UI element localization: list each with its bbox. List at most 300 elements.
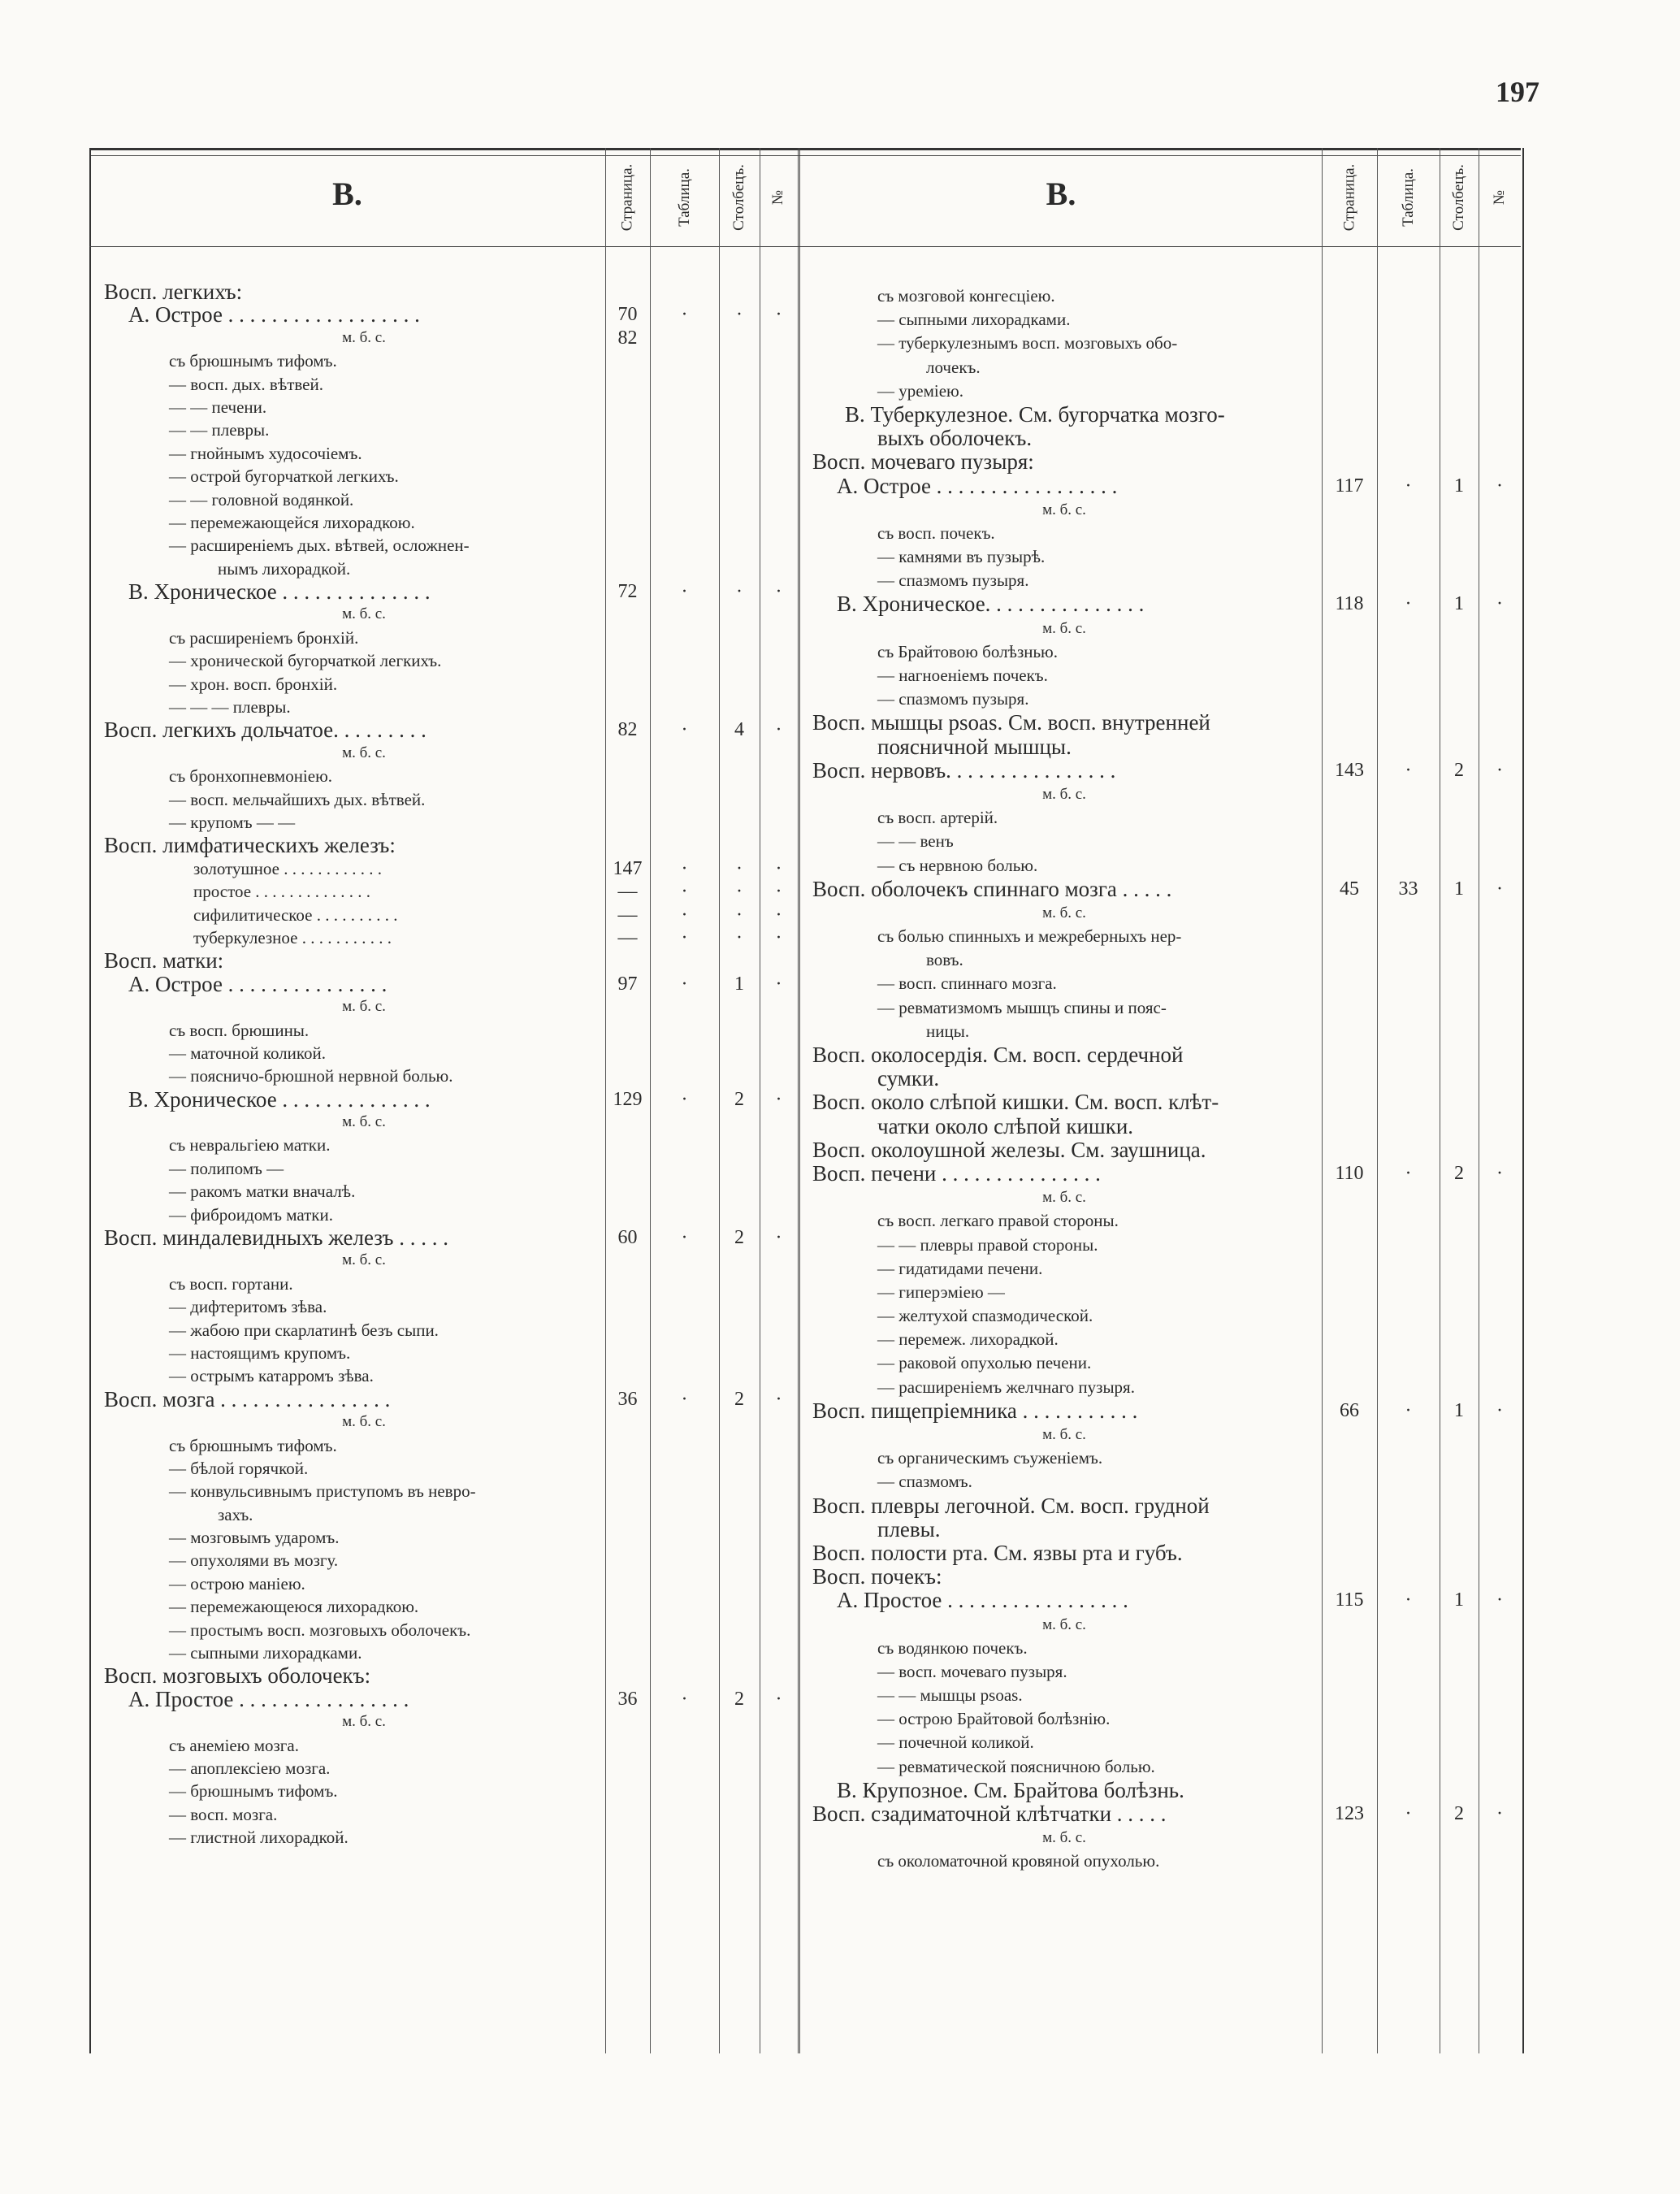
index-entry <box>104 1503 916 1526</box>
entry-text: золотушное . . . . . . . . . . . . <box>193 858 382 878</box>
entry-text: Восп. сзадиматочной клѣтчатки . . . . . <box>812 1802 1167 1826</box>
entry-text: — нагноеніемъ почекъ. <box>877 666 1048 685</box>
number-ref: · <box>775 881 782 903</box>
column-ref: 2 <box>1454 1162 1464 1184</box>
entry-text: — восп. мельчайшихъ дых. вѣтвей. <box>169 789 426 809</box>
index-entry <box>812 854 1521 878</box>
index-entry <box>104 1157 916 1180</box>
header-page: Страница. <box>618 163 636 232</box>
column-ref: 1 <box>1454 1589 1464 1611</box>
entry-text: ницы. <box>926 1021 970 1041</box>
page-ref: — <box>617 881 638 903</box>
entry-text: — — печени. <box>169 397 267 417</box>
index-entry <box>812 1138 1521 1162</box>
index-entry <box>812 806 1521 830</box>
right-index-column <box>812 284 1521 1874</box>
column-ref: 1 <box>1454 593 1464 615</box>
entry-text: — ревматической поясничною болью. <box>877 1756 1155 1776</box>
entry-text: захъ. <box>218 1504 253 1524</box>
page-ref: 97 <box>617 973 638 995</box>
entry-text: сумки. <box>877 1066 940 1091</box>
index-entry <box>812 427 1521 450</box>
entry-text: Восп. легкихъ: <box>104 280 243 304</box>
entry-text: нымъ лихорадкой. <box>218 558 351 579</box>
entry-text: — мозговымъ ударомъ. <box>169 1528 340 1548</box>
entry-text: съ брюшнымъ тифомъ. <box>169 1435 337 1455</box>
page-ref: 129 <box>613 1088 643 1110</box>
index-entry <box>104 1434 916 1457</box>
number-ref: · <box>1496 475 1503 496</box>
index-entry <box>104 1342 916 1364</box>
index-entry <box>104 580 916 603</box>
index-entry <box>104 303 916 326</box>
index-entry <box>812 1755 1521 1779</box>
page-ref: 72 <box>617 581 638 603</box>
index-entry <box>812 379 1521 403</box>
entry-text: съ анеміею мозга. <box>169 1735 299 1755</box>
column-ref: · <box>736 581 743 603</box>
entry-text: выхъ оболочекъ. <box>877 426 1033 451</box>
page-ref: — <box>617 926 638 948</box>
header-number: № <box>769 189 787 206</box>
entry-text: — — мышцы psoas. <box>877 1685 1023 1706</box>
abbrev-line <box>104 1411 916 1433</box>
index-entry <box>812 878 1521 901</box>
abbrev-line <box>812 901 1521 925</box>
index-entry <box>812 1115 1521 1138</box>
entry-text: Восп. околоушной железы. См. заушница. <box>812 1137 1206 1162</box>
entry-text: — перемежающейся лихорадкою. <box>169 512 415 532</box>
index-entry <box>104 1203 916 1226</box>
index-entry <box>104 1826 916 1849</box>
entry-text: Восп. почекъ: <box>812 1564 942 1589</box>
entry-text: — — плевры. <box>169 420 270 440</box>
index-entry <box>812 592 1521 616</box>
index-entry <box>104 1480 916 1502</box>
entry-text: А. Острое . . . . . . . . . . . . . . . <box>128 971 388 996</box>
entry-text: съ восп. легкаго правой стороны. <box>877 1211 1119 1231</box>
index-entry <box>104 1664 916 1687</box>
entry-text: — восп. мочеваго пузыря. <box>877 1661 1067 1681</box>
number-ref: · <box>1496 1589 1503 1611</box>
entry-text: м. б. с. <box>1042 1829 1086 1847</box>
index-entry <box>104 834 916 856</box>
entry-text: — туберкулезнымъ восп. мозговыхъ обо- <box>877 333 1178 353</box>
header-number: № <box>1490 189 1508 206</box>
table-ref: · <box>681 857 688 879</box>
abbrev-line <box>812 1423 1521 1446</box>
index-entry <box>104 1780 916 1802</box>
index-entry <box>812 1376 1521 1399</box>
entry-text: м. б. с. <box>1042 619 1086 637</box>
index-entry <box>104 511 916 534</box>
page-ref: 70 <box>617 304 638 326</box>
entry-text: — съ нервною болью. <box>877 855 1038 875</box>
number-ref: · <box>775 1388 782 1410</box>
abbrev-line <box>812 617 1521 640</box>
entry-text: м. б. с. <box>1042 1189 1086 1207</box>
abbrev-line <box>812 1826 1521 1849</box>
entry-text: м. б. с. <box>342 998 386 1016</box>
number-ref: · <box>775 1227 782 1249</box>
entry-text: B. Хроническое . . . . . . . . . . . . . . <box>128 579 431 605</box>
page-number: 197 <box>1496 76 1539 108</box>
index-entry <box>812 1565 1521 1589</box>
entry-text: — перемежающеюся лихорадкою. <box>169 1597 419 1617</box>
index-entry <box>812 1162 1521 1186</box>
table-ref: · <box>1405 759 1412 781</box>
index-entry <box>812 1518 1521 1541</box>
entry-text: — желтухой спазмодической. <box>877 1306 1093 1326</box>
entry-text: Восп. мышцы psoas. См. восп. внутренней <box>812 710 1210 735</box>
index-entry <box>104 442 916 465</box>
entry-text: съ восп. брюшины. <box>169 1020 310 1040</box>
page-ref: 60 <box>617 1227 638 1249</box>
entry-text: B. Хроническое . . . . . . . . . . . . . . <box>128 1086 431 1112</box>
index-entry <box>104 1619 916 1641</box>
index-entry <box>812 569 1521 592</box>
abbrev-line <box>104 327 916 349</box>
entry-text: В. Крупозное. См. Брайтова болѣзнь. <box>837 1777 1184 1802</box>
index-entry <box>104 649 916 672</box>
entry-text: А. Острое . . . . . . . . . . . . . . . . . . <box>128 302 420 327</box>
column-ref: · <box>736 904 743 926</box>
table-ref: · <box>681 581 688 603</box>
entry-text: — раковой опухолью печени. <box>877 1353 1092 1373</box>
column-ref: 4 <box>734 719 744 741</box>
right-header-letter: B. <box>1046 176 1076 212</box>
entry-text: — — — плевры. <box>169 697 291 718</box>
index-entry <box>104 373 916 396</box>
index-entry <box>104 280 916 303</box>
index-entry <box>812 1731 1521 1754</box>
entry-text: — восп. спиннаго мозга. <box>877 973 1057 994</box>
index-entry <box>104 557 916 580</box>
entry-text: — апоплексіею мозга. <box>169 1758 331 1778</box>
entry-text: вовъ. <box>926 950 963 970</box>
entry-text: съ восп. гортани. <box>169 1273 293 1294</box>
page-ref: 66 <box>1340 1399 1359 1421</box>
entry-text: — восп. дых. вѣтвей. <box>169 374 323 394</box>
entry-text: — гнойнымъ худосочіемъ. <box>169 443 362 463</box>
entry-text: м. б. с. <box>342 1713 386 1731</box>
entry-text: съ мозговой конгесціею. <box>877 286 1055 306</box>
entry-text: В. Туберкулезное. См. бугорчатка мозго- <box>845 401 1225 427</box>
index-entry <box>104 349 916 372</box>
column-ref: 2 <box>1454 759 1464 781</box>
entry-text: — спазмомъ. <box>877 1472 972 1492</box>
page-ref: 45 <box>1340 878 1359 900</box>
entry-text: — дифтеритомъ зѣва. <box>169 1297 327 1317</box>
entry-text: Восп. легкихъ дольчатое. . . . . . . . . <box>104 718 426 743</box>
index-entry <box>812 1328 1521 1351</box>
entry-text: м. б. с. <box>342 605 386 623</box>
entry-text: — брюшнымъ тифомъ. <box>169 1781 338 1802</box>
index-entry <box>812 1351 1521 1375</box>
entry-text: — конвульсивнымъ приступомъ въ невро- <box>169 1481 476 1502</box>
index-entry <box>812 308 1521 332</box>
page-ref: 82 <box>617 719 638 741</box>
left-header-letter: B. <box>332 176 362 212</box>
table-ref: · <box>681 719 688 741</box>
abbrev-line <box>104 1111 916 1134</box>
index-entry <box>812 284 1521 308</box>
entry-text: — — венъ <box>877 831 954 852</box>
entry-text: А. Простое . . . . . . . . . . . . . . . . <box>128 1686 409 1711</box>
entry-text: — острою маніею. <box>169 1573 305 1593</box>
index-entry <box>812 711 1521 735</box>
column-ref: 2 <box>734 1227 744 1249</box>
table-ref: · <box>1405 475 1412 496</box>
page-ref: 123 <box>1335 1803 1364 1824</box>
page-ref: 36 <box>617 1688 638 1710</box>
index-entry <box>104 1273 916 1295</box>
page-ref: 143 <box>1335 759 1364 781</box>
abbrev-line <box>812 498 1521 522</box>
entry-text: — расширеніемъ дых. вѣтвей, осложнен- <box>169 535 470 556</box>
index-entry <box>812 687 1521 711</box>
index-entry <box>812 1494 1521 1518</box>
entry-text: м. б. с. <box>342 1413 386 1431</box>
entry-text: Восп. мозга . . . . . . . . . . . . . . . . <box>104 1386 391 1411</box>
number-ref: · <box>1496 759 1503 781</box>
table-ref: · <box>1405 1162 1412 1184</box>
index-entry <box>812 830 1521 853</box>
number-ref: · <box>1496 1162 1503 1184</box>
header-column: Столбецъ. <box>1450 164 1467 231</box>
entry-text: — камнями въ пузырѣ. <box>877 547 1046 567</box>
column-ref: 2 <box>734 1688 744 1710</box>
index-entry <box>812 1779 1521 1802</box>
entry-text: — гидатидами печени. <box>877 1258 1043 1278</box>
entry-text: Восп. мозговыхъ оболочекъ: <box>104 1663 371 1689</box>
entry-text: Восп. оболочекъ спиннаго мозга . . . . . <box>812 876 1172 901</box>
page-ref: 110 <box>1335 1162 1364 1184</box>
entry-text: м. б. с. <box>1042 1615 1086 1633</box>
index-entry <box>104 627 916 649</box>
index-entry <box>104 1180 916 1203</box>
entry-text: м. б. с. <box>342 328 386 346</box>
number-ref: · <box>775 581 782 603</box>
entry-text: — хрон. восп. бронхій. <box>169 674 338 694</box>
table-ref: · <box>681 304 688 326</box>
entry-text: съ болью спинныхъ и межреберныхъ нер- <box>877 926 1182 947</box>
index-entry <box>104 811 916 834</box>
entry-text: Восп. полости рта. См. язвы рта и губъ. <box>812 1540 1183 1565</box>
index-entry <box>104 1134 916 1156</box>
index-entry <box>104 880 916 903</box>
column-ref: 2 <box>734 1388 744 1410</box>
table-ref: · <box>1405 1589 1412 1611</box>
index-entry <box>104 1064 916 1087</box>
page-ref: 36 <box>617 1388 638 1410</box>
entry-text: Восп. печени . . . . . . . . . . . . . . . <box>812 1160 1101 1186</box>
table-ref: · <box>1405 1803 1412 1824</box>
entry-text: B. Хроническое. . . . . . . . . . . . . . . <box>837 592 1145 617</box>
entry-text: съ Брайтовою болѣзнью. <box>877 641 1058 661</box>
entry-text: — острою Брайтовой болѣзнію. <box>877 1709 1111 1729</box>
entry-text: А. Острое . . . . . . . . . . . . . . . . . <box>837 473 1118 498</box>
entry-text: — восп. мозга. <box>169 1804 278 1824</box>
index-entry <box>104 1803 916 1826</box>
index-entry <box>812 664 1521 687</box>
index-entry <box>104 673 916 696</box>
column-ref: 1 <box>734 973 744 995</box>
entry-text: съ расширеніемъ бронхій. <box>169 627 359 648</box>
abbrev-line <box>104 603 916 626</box>
entry-text: м. б. с. <box>342 1113 386 1131</box>
index-entry <box>104 949 916 972</box>
index-entry <box>104 1734 916 1757</box>
entry-text: — сыпными лихорадками. <box>169 1643 362 1663</box>
index-entry <box>812 640 1521 664</box>
table-ref: · <box>681 926 688 948</box>
index-entry <box>104 1226 916 1249</box>
index-entry <box>812 1684 1521 1707</box>
index-entry <box>104 1319 916 1342</box>
entry-text: — спазмомъ пузыря. <box>877 570 1029 591</box>
header-column: Столбецъ. <box>730 164 747 231</box>
index-entry <box>812 1660 1521 1684</box>
entry-text: поясничной мышцы. <box>877 734 1072 759</box>
entry-text: — ревматизмомъ мышцъ спины и пояс- <box>877 997 1167 1017</box>
index-entry <box>812 475 1521 498</box>
index-entry <box>104 1042 916 1064</box>
index-entry <box>104 696 916 718</box>
table-ref: · <box>681 1227 688 1249</box>
index-entry <box>104 1572 916 1595</box>
index-entry <box>812 356 1521 379</box>
entry-text: сифилитическое . . . . . . . . . . <box>193 904 398 925</box>
entry-text: — жабою при скарлатинѣ безъ сыпи. <box>169 1320 439 1340</box>
index-entry <box>812 1802 1521 1826</box>
entry-text: Восп. нервовъ. . . . . . . . . . . . . . . . <box>812 757 1116 783</box>
index-entry <box>104 857 916 880</box>
index-entry <box>812 1470 1521 1494</box>
abbrev-line <box>812 1613 1521 1637</box>
entry-text: съ невральгіею матки. <box>169 1135 331 1156</box>
number-ref: · <box>775 926 782 948</box>
number-ref: · <box>1496 1803 1503 1824</box>
entry-text: — глистной лихорадкой. <box>169 1828 349 1848</box>
index-entry <box>104 718 916 741</box>
entry-text: — сыпными лихорадками. <box>877 310 1071 330</box>
entry-text: — бѣлой горячкой. <box>169 1458 309 1478</box>
entry-text: туберкулезное . . . . . . . . . . . <box>193 927 392 947</box>
page-ref: 147 <box>613 857 643 879</box>
index-entry <box>104 1019 916 1042</box>
entry-text: съ восп. артерій. <box>877 808 998 828</box>
table-ref: · <box>681 973 688 995</box>
number-ref: · <box>1496 1399 1503 1421</box>
entry-text: — уреміею. <box>877 380 963 401</box>
index-entry <box>812 1234 1521 1257</box>
index-entry <box>812 403 1521 427</box>
index-entry <box>104 1549 916 1572</box>
index-entry <box>104 1457 916 1480</box>
index-entry <box>812 972 1521 995</box>
index-entry <box>812 925 1521 948</box>
entry-text: съ околоматочной кровяной опухолью. <box>877 1851 1160 1871</box>
index-entry <box>104 1295 916 1318</box>
index-entry <box>812 1589 1521 1612</box>
entry-text: — острымъ катарромъ зѣва. <box>169 1366 374 1386</box>
entry-text: м. б. с. <box>342 1251 386 1269</box>
table-ref: · <box>1405 1399 1412 1421</box>
index-entry <box>104 465 916 488</box>
index-entry <box>812 1399 1521 1423</box>
index-entry <box>104 788 916 811</box>
index-entry <box>812 1090 1521 1114</box>
entry-text: м. б. с. <box>1042 1426 1086 1443</box>
table-ref: · <box>681 1088 688 1110</box>
index-entry <box>812 1446 1521 1470</box>
number-ref: · <box>775 1688 782 1710</box>
index-entry <box>812 1043 1521 1067</box>
column-ref: 2 <box>734 1088 744 1110</box>
index-entry <box>812 759 1521 783</box>
index-entry <box>104 534 916 557</box>
index-entry <box>104 926 916 949</box>
table-ref: · <box>681 1688 688 1710</box>
column-ref: · <box>736 304 743 326</box>
entry-text: — фиброидомъ матки. <box>169 1204 333 1225</box>
table-ref: 33 <box>1398 878 1418 900</box>
entry-text: м. б. с. <box>1042 501 1086 518</box>
column-ref: 1 <box>1454 1399 1464 1421</box>
table-ref: · <box>681 1388 688 1410</box>
header-rule <box>89 246 1521 247</box>
index-entry <box>812 522 1521 545</box>
index-entry <box>812 1067 1521 1090</box>
entry-text: Восп. миндалевидныхъ железъ . . . . . <box>104 1225 448 1251</box>
index-entry <box>104 488 916 511</box>
entry-text: — полипомъ — <box>169 1158 284 1178</box>
column-ref: · <box>736 857 743 879</box>
index-entry <box>812 1020 1521 1043</box>
index-entry <box>104 1595 916 1618</box>
column-ref: 1 <box>1454 878 1464 900</box>
number-ref: · <box>1496 593 1503 615</box>
entry-text: — хронической бугорчаткой легкихъ. <box>169 651 442 671</box>
entry-text: съ восп. почекъ. <box>877 522 995 543</box>
abbrev-line <box>104 1249 916 1272</box>
index-entry <box>812 1304 1521 1328</box>
entry-text: Восп. лимфатическихъ железъ: <box>104 833 396 858</box>
index-entry <box>812 332 1521 355</box>
index-entry <box>104 1088 916 1111</box>
page-ref: 118 <box>1335 593 1364 615</box>
number-ref: · <box>775 973 782 995</box>
entry-text: Восп. матки: <box>104 948 224 973</box>
entry-text: — поясничо-брюшной нервной болью. <box>169 1066 453 1086</box>
page-ref: 115 <box>1335 1589 1364 1611</box>
index-entry <box>812 1849 1521 1873</box>
table-ref: · <box>1405 593 1412 615</box>
header-page: Страница. <box>1340 163 1358 232</box>
index-entry <box>104 1688 916 1711</box>
entry-text: — спазмомъ пузыря. <box>877 689 1029 709</box>
entry-text: съ органическимъ съуженіемъ. <box>877 1448 1103 1468</box>
entry-text: — — плевры правой стороны. <box>877 1234 1098 1255</box>
abbrev-line <box>104 742 916 765</box>
entry-text: Восп. околосердія. См. восп. сердечной <box>812 1043 1184 1067</box>
index-entry <box>812 545 1521 569</box>
index-entry <box>104 765 916 787</box>
left-index-column <box>104 280 916 1849</box>
entry-text: — острой бугорчаткой легкихъ. <box>169 466 399 487</box>
number-ref: · <box>775 857 782 879</box>
